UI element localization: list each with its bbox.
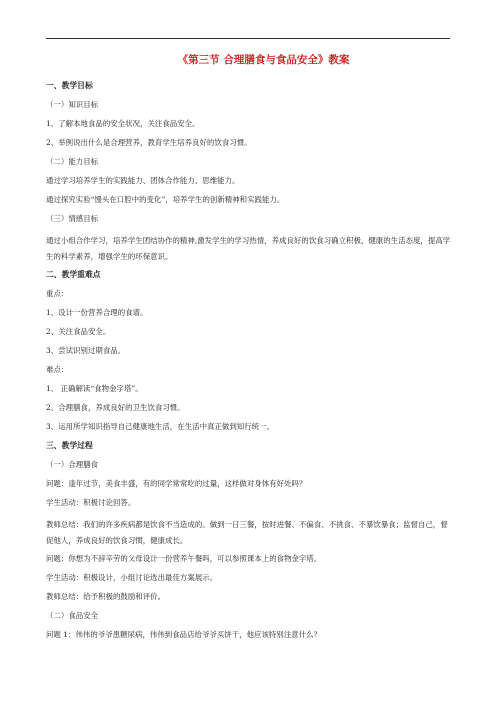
paragraph: 教师总结：我们的许多疾病都是饮食不当造成的。做到一日三餐，按时进餐、不偏食、不挑食、不暴饮暴食；监督自己，督促他人，养成良好的饮食习惯，健康成长。 [46,520,448,545]
paragraph: （三）情感目标 [46,214,99,223]
section-heading: 三、教学过程 [46,441,93,450]
paragraph: 3、尝试识别过期食品。 [46,346,126,355]
paragraph: 问题：逢年过节，美食丰盛，有的同学常常吃的过量，这样做对身体有好处吗？ [46,479,307,488]
document-body [46,53,451,649]
paragraph: 学生活动：积极设计，小组讨论选出最佳方案展示。 [46,573,218,582]
paragraph: 3、运用所学知识指导自己健康地生活，在生活中真正做到知行统一。 [46,422,274,431]
paragraph: 2、关注食品安全。 [46,327,111,336]
paragraph: 问题 1：伟伟的爷爷患糖尿病，伟伟到食品店给爷爷买饼干，他应该特别注意什么？ [46,630,322,639]
paragraph: （二）食品安全 [46,611,99,620]
paragraph: 1、设计一份营养合理的食谱。 [46,308,148,317]
paragraph: （一）合理膳食 [46,460,99,469]
paragraph: （一）知识目标 [46,100,99,109]
paragraph: 教师总结：给予积极的鼓励和评价。 [46,592,166,601]
paragraph: 1、了解本地食品的安全状况，关注食品安全。 [46,119,200,128]
paragraph: 重点： [46,289,69,298]
header-rule [46,38,450,39]
paragraph: 问题：你想为不辞辛劳的父母设计一份营养午餐吗，可以参照课本上的食物金字塔。 [46,554,322,563]
paragraph: 通过探究实验“馒头在口腔中的变化”，培养学生的创新精神和实践能力。 [46,195,285,204]
paragraph: 1、 正确解读“食物金字塔”。 [46,384,143,393]
paragraph: 通过学习培养学生的实践能力、团体合作能力、思维能力。 [46,176,240,185]
paragraph: （二）能力目标 [46,157,99,166]
section-heading: 一、教学目标 [46,81,93,90]
paragraph: 通过小组合作学习，培养学生团结协作的精神,激发学生的学习热情，养成良好的饮食习确立积极、健康的生活态度，提高学生的科学素养，增强学生的环保意识。 [46,236,451,261]
paragraph: 2、合理膳食，养成良好的卫生饮食习惯。 [46,403,185,412]
document-title: 《第三节 合理膳食与食品安全》教案 [177,54,350,66]
paragraph-flow [46,81,451,640]
paragraph: 2、举例说出什么是合理营养，教育学生培养良好的饮食习惯。 [46,138,252,147]
paragraph: 难点： [46,365,69,374]
section-heading: 二、教学重难点 [46,270,101,279]
paragraph: 学生活动：积极讨论回答。 [46,498,136,507]
